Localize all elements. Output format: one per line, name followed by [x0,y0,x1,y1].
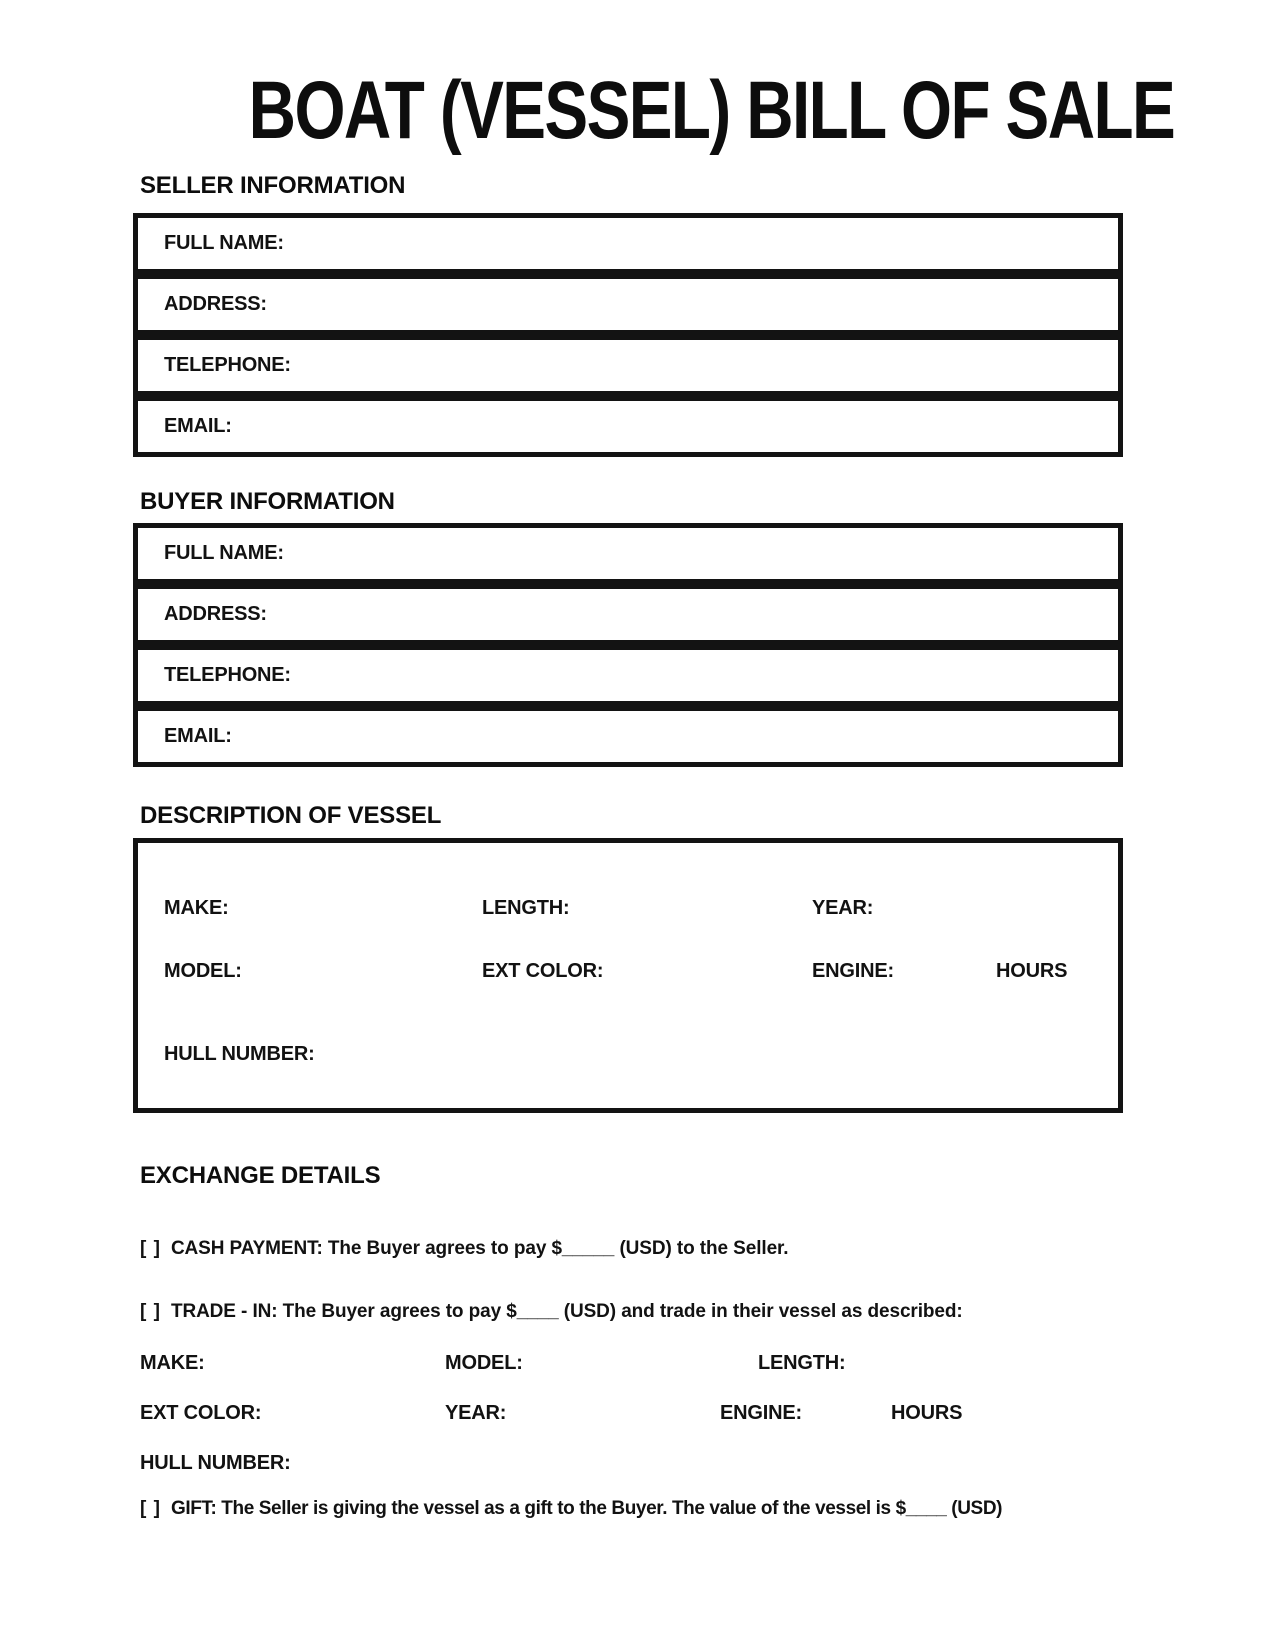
buyer-full-name-label: FULL NAME: [164,542,284,564]
trade-make-label: MAKE: [140,1352,205,1374]
trade-vessel-row-1 [140,1352,1123,1376]
vessel-model-label: MODEL: [164,960,242,982]
trade-hull-number-label: HULL NUMBER: [140,1452,291,1474]
vessel-year-label: YEAR: [812,897,874,919]
buyer-telephone-label: TELEPHONE: [164,664,291,686]
cash-payment-option [140,1238,1150,1260]
trade-in-checkbox[interactable]: [ ] [140,1301,161,1322]
seller-section-heading: SELLER INFORMATION [140,172,406,199]
seller-email-row [133,396,1123,457]
buyer-email-row [133,706,1123,767]
vessel-row-3 [138,1043,1118,1069]
seller-full-name-label: FULL NAME: [164,232,284,254]
vessel-row-1 [138,897,1118,923]
vessel-hull-number-label: HULL NUMBER: [164,1043,315,1065]
seller-info-box [133,213,1123,457]
buyer-address-label: ADDRESS: [164,603,267,625]
trade-length-label: LENGTH: [758,1352,846,1374]
buyer-full-name-value-area[interactable] [284,528,1118,579]
cash-payment-text: CASH PAYMENT: The Buyer agrees to pay $_____ (USD) to the Seller. [170,1238,789,1259]
exchange-section-heading: EXCHANGE DETAILS [140,1162,381,1189]
cash-payment-checkbox[interactable]: [ ] [140,1238,161,1259]
buyer-section-heading: BUYER INFORMATION [140,488,395,515]
trade-year-label: YEAR: [445,1402,507,1424]
vessel-engine-label: ENGINE: [812,960,894,982]
buyer-address-value-area[interactable] [267,589,1118,640]
seller-address-label: ADDRESS: [164,293,267,315]
trade-ext-color-label: EXT COLOR: [140,1402,262,1424]
trade-vessel-row-3 [140,1452,1123,1476]
trade-hours-label: HOURS [891,1402,963,1424]
trade-in-text: TRADE - IN: The Buyer agrees to pay $____ (USD) and trade in their vessel as described: [170,1301,963,1322]
seller-telephone-row [133,335,1123,396]
buyer-telephone-value-area[interactable] [291,650,1118,701]
buyer-email-value-area[interactable] [232,711,1118,762]
vessel-description-box[interactable] [133,838,1123,1113]
trade-vessel-row-2 [140,1402,1123,1426]
seller-email-label: EMAIL: [164,415,232,437]
buyer-address-row [133,584,1123,645]
trade-model-label: MODEL: [445,1352,523,1374]
seller-address-value-area[interactable] [267,279,1118,330]
vessel-ext-color-label: EXT COLOR: [482,960,604,982]
document-title [133,64,1175,158]
gift-text: GIFT: The Seller is giving the vessel as a gift to the Buyer. The value of the vessel is $____ (USD) [170,1498,1003,1519]
trade-in-option [140,1301,1150,1323]
seller-full-name-row [133,213,1123,274]
vessel-hours-label: HOURS [996,960,1068,982]
seller-address-row [133,274,1123,335]
buyer-info-box [133,523,1123,767]
vessel-length-label: LENGTH: [482,897,570,919]
buyer-full-name-row [133,523,1123,584]
seller-email-value-area[interactable] [232,401,1118,452]
seller-telephone-value-area[interactable] [291,340,1118,391]
vessel-make-label: MAKE: [164,897,229,919]
buyer-email-label: EMAIL: [164,725,232,747]
vessel-section-heading: DESCRIPTION OF VESSEL [140,802,442,829]
trade-engine-label: ENGINE: [720,1402,802,1424]
buyer-telephone-row [133,645,1123,706]
seller-telephone-label: TELEPHONE: [164,354,291,376]
gift-checkbox[interactable]: [ ] [140,1498,161,1519]
gift-option [140,1498,1150,1520]
seller-full-name-value-area[interactable] [284,218,1118,269]
document-title-text: BOAT (VESSEL) BILL OF SALE [248,65,1175,156]
vessel-row-2 [138,960,1118,986]
